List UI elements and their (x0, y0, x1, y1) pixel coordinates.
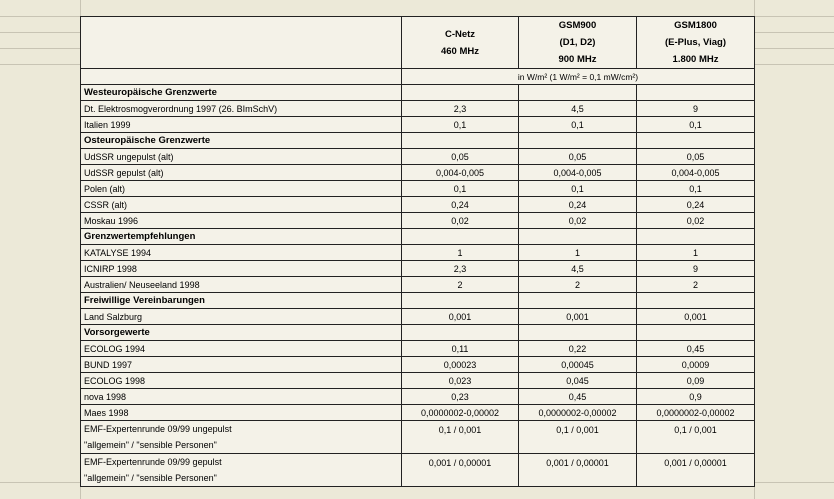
row-label: Australien/ Neuseeland 1998 (81, 277, 402, 293)
header-gsm900: GSM900 (D1, D2) 900 MHz (519, 17, 637, 69)
value-cell: 2,3 (402, 101, 519, 117)
expert-label-cell (81, 454, 402, 487)
value-cell: 0,9 (637, 389, 755, 405)
section-title: Westeuropäische Grenzwerte (81, 85, 402, 101)
header-row (81, 17, 755, 69)
value-cell: 0,00045 (519, 357, 637, 373)
row-label: CSSR (alt) (81, 197, 402, 213)
value-cell: 0,05 (402, 149, 519, 165)
table-row (81, 341, 755, 357)
value-cell: 0,004-0,005 (519, 165, 637, 181)
expert-value: 0,001 / 0,00001 (546, 458, 609, 468)
value-cell: 0,0000002-0,00002 (519, 405, 637, 421)
value-cell: 2 (637, 277, 755, 293)
value-cell: 0,09 (637, 373, 755, 389)
expert-value: 0,001 / 0,00001 (428, 458, 492, 468)
value-cell: 2 (519, 277, 637, 293)
empty-cell (402, 293, 519, 309)
value-cell (637, 454, 755, 487)
expert-value: 0,1 / 0,001 (438, 425, 482, 435)
row-label: Polen (alt) (81, 181, 402, 197)
header-cnetz: C-Netz 460 MHz (402, 17, 519, 69)
table-row (81, 389, 755, 405)
value-cell: 0,045 (519, 373, 637, 389)
value-cell: 0,24 (402, 197, 519, 213)
value-cell: 0,1 (519, 181, 637, 197)
value-cell: 0,023 (402, 373, 519, 389)
value-cell: 0,45 (519, 389, 637, 405)
expert-label-line1: EMF-Expertenrunde 09/99 ungepulst (84, 424, 232, 434)
value-cell: 0,24 (637, 197, 755, 213)
value-cell: 0,02 (519, 213, 637, 229)
row-label: BUND 1997 (81, 357, 402, 373)
value-cell: 0,24 (519, 197, 637, 213)
value-cell: 0,02 (402, 213, 519, 229)
table-row (81, 277, 755, 293)
empty-cell (637, 325, 755, 341)
value-cell: 0,11 (402, 341, 519, 357)
empty-cell (637, 229, 755, 245)
value-cell (402, 421, 519, 454)
row-label: Maes 1998 (81, 405, 402, 421)
value-cell: 2 (402, 277, 519, 293)
expert-label-line2: "allgemein" / "sensible Personen" (84, 440, 217, 450)
empty-cell (402, 85, 519, 101)
value-cell: 0,0000002-0,00002 (637, 405, 755, 421)
empty-cell (637, 293, 755, 309)
table-row (81, 197, 755, 213)
value-cell: 1 (637, 245, 755, 261)
table-row (81, 373, 755, 389)
empty-cell (519, 293, 637, 309)
value-cell: 0,001 (519, 309, 637, 325)
expert-value: 0,1 / 0,001 (556, 425, 599, 435)
section-header-row (81, 293, 755, 309)
value-cell: 0,05 (519, 149, 637, 165)
unit-row (81, 69, 755, 85)
empty-cell (402, 229, 519, 245)
value-cell: 0,1 (402, 181, 519, 197)
value-cell (519, 454, 637, 487)
table-row (81, 261, 755, 277)
row-label: Dt. Elektrosmogverordnung 1997 (26. BImSchV) (81, 101, 402, 117)
table-row (81, 405, 755, 421)
value-cell: 0,05 (637, 149, 755, 165)
row-label: ECOLOG 1994 (81, 341, 402, 357)
value-cell: 0,02 (637, 213, 755, 229)
table-row (81, 181, 755, 197)
expert-label-line1: EMF-Expertenrunde 09/99 gepulst (84, 457, 222, 467)
table-row (81, 101, 755, 117)
value-cell: 0,001 (402, 309, 519, 325)
value-cell: 0,0000002-0,00002 (402, 405, 519, 421)
expert-label-cell (81, 421, 402, 454)
section-title: Vorsorgewerte (81, 325, 402, 341)
row-label: Italien 1999 (81, 117, 402, 133)
value-cell (637, 421, 755, 454)
expert-value: 0,001 / 0,00001 (664, 458, 727, 468)
section-header-row (81, 85, 755, 101)
value-cell: 9 (637, 261, 755, 277)
value-cell: 0,45 (637, 341, 755, 357)
row-label: KATALYSE 1994 (81, 245, 402, 261)
value-cell: 9 (637, 101, 755, 117)
empty-cell (402, 133, 519, 149)
value-cell: 4,5 (519, 101, 637, 117)
value-cell: 0,1 (637, 181, 755, 197)
expert-value: 0,1 / 0,001 (674, 425, 717, 435)
row-label: UdSSR gepulst (alt) (81, 165, 402, 181)
table-row (81, 149, 755, 165)
empty-cell (519, 133, 637, 149)
table-row (81, 309, 755, 325)
empty-cell (519, 229, 637, 245)
expert-row (81, 421, 755, 454)
row-label: ICNIRP 1998 (81, 261, 402, 277)
header-empty-cell (81, 17, 402, 69)
value-cell: 0,00023 (402, 357, 519, 373)
value-cell: 0,0009 (637, 357, 755, 373)
value-cell: 1 (402, 245, 519, 261)
value-cell: 1 (519, 245, 637, 261)
value-cell (402, 454, 519, 487)
value-cell: 2,3 (402, 261, 519, 277)
row-label: ECOLOG 1998 (81, 373, 402, 389)
value-cell: 0,1 (637, 117, 755, 133)
value-cell: 0,1 (402, 117, 519, 133)
section-header-row (81, 133, 755, 149)
value-cell: 0,22 (519, 341, 637, 357)
value-cell: 4,5 (519, 261, 637, 277)
empty-cell (637, 85, 755, 101)
table-row (81, 117, 755, 133)
value-cell: 0,004-0,005 (402, 165, 519, 181)
empty-cell (402, 325, 519, 341)
unit-note: in W/m² (1 W/m² = 0,1 mW/cm²) (402, 69, 755, 85)
header-gsm1800: GSM1800 (E-Plus, Viag) 1.800 MHz (637, 17, 755, 69)
row-label: Moskau 1996 (81, 213, 402, 229)
table-row (81, 245, 755, 261)
empty-cell (637, 133, 755, 149)
table-row (81, 165, 755, 181)
value-cell: 0,004-0,005 (637, 165, 755, 181)
expert-row (81, 454, 755, 487)
unit-empty-cell (81, 69, 402, 85)
section-header-row (81, 325, 755, 341)
section-title: Freiwillige Vereinbarungen (81, 293, 402, 309)
table-row (81, 357, 755, 373)
value-cell: 0,1 (519, 117, 637, 133)
empty-cell (519, 85, 637, 101)
section-title: Grenzwertempfehlungen (81, 229, 402, 245)
table-row (81, 213, 755, 229)
empty-cell (519, 325, 637, 341)
row-label: Land Salzburg (81, 309, 402, 325)
expert-label-line2: "allgemein" / "sensible Personen" (84, 473, 217, 483)
row-label: UdSSR ungepulst (alt) (81, 149, 402, 165)
section-header-row (81, 229, 755, 245)
row-label: nova 1998 (81, 389, 402, 405)
value-cell (519, 421, 637, 454)
value-cell: 0,23 (402, 389, 519, 405)
value-cell: 0,001 (637, 309, 755, 325)
grenzwerte-table (80, 16, 755, 487)
section-title: Osteuropäische Grenzwerte (81, 133, 402, 149)
